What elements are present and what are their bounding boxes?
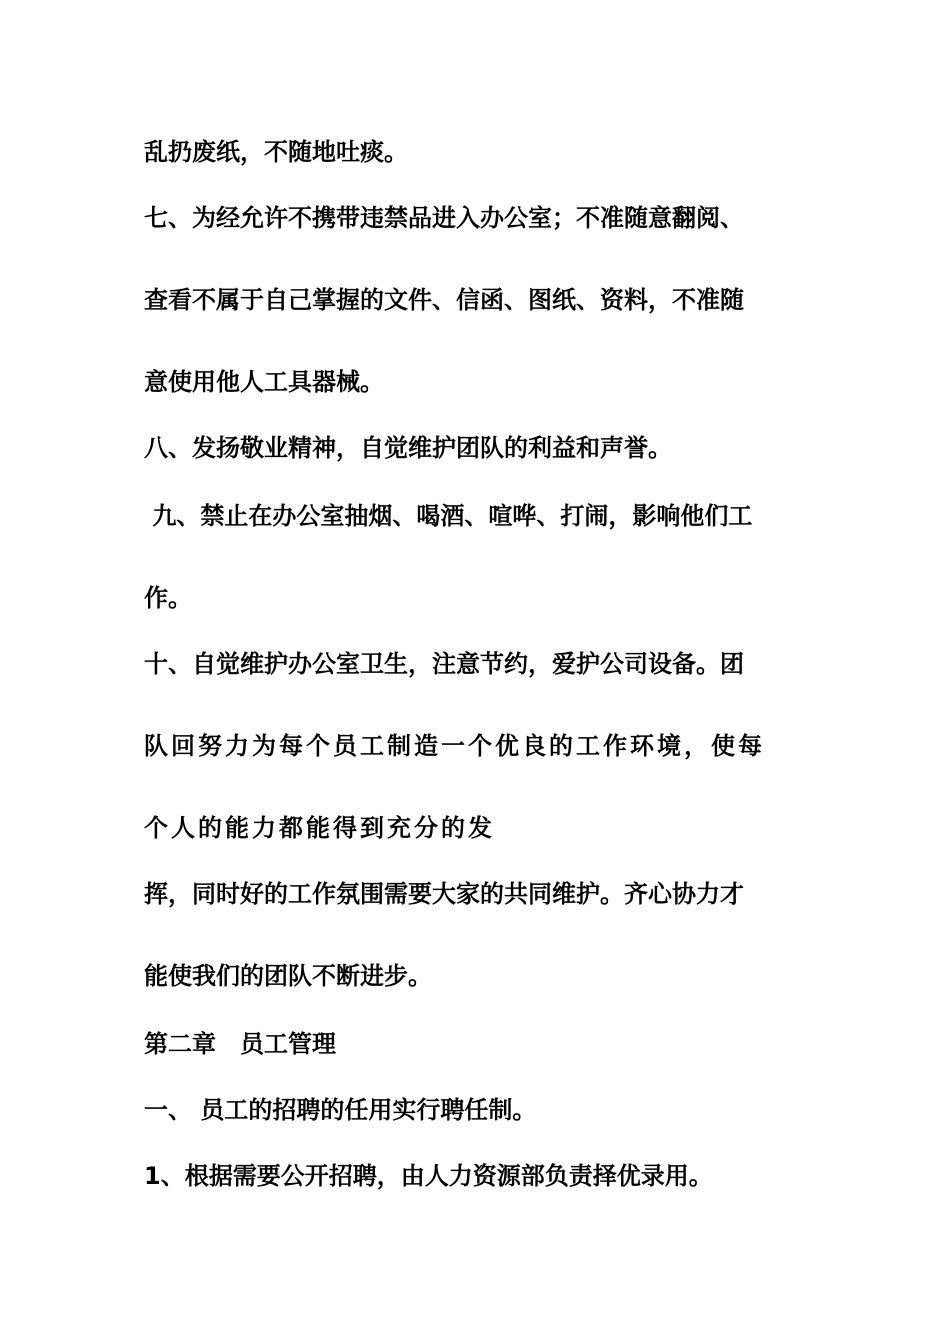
text-line: 八、发扬敬业精神，自觉维护团队的利益和声誉。 xyxy=(144,434,672,462)
text-line: 十、自觉维护办公室卫生，注意节约，爱护公司设备。团 xyxy=(144,650,744,678)
text-line: 作。 xyxy=(144,584,192,612)
text-line: 查看不属于自己掌握的文件、信函、图纸、资料，不准随 xyxy=(144,286,744,314)
text-line: 挥，同时好的工作氛围需要大家的共同维护。齐心协力才 xyxy=(144,880,744,908)
text-line: 1、根据需要公开招聘，由人力资源部负责择优录用。 xyxy=(144,1162,713,1190)
text-line: 九、禁止在办公室抽烟、喝酒、喧哗、打闹，影响他们工 xyxy=(144,502,753,530)
text-line: 乱扔废纸，不随地吐痰。 xyxy=(144,138,408,166)
text-line: 意使用他人工具器械。 xyxy=(144,368,384,396)
section-heading: 一、 员工的招聘的任用实行聘任制。 xyxy=(144,1096,537,1124)
text-line: 队回努力为每个员工制造一个优良的工作环境，使每 xyxy=(144,732,765,760)
chapter-heading: 第二章 员工管理 xyxy=(144,1030,336,1058)
text-line: 能使我们的团队不断进步。 xyxy=(144,962,432,990)
text-line: 个人的能力都能得到充分的发 xyxy=(144,814,495,842)
text-line: 七、为经允许不携带违禁品进入办公室；不准随意翻阅、 xyxy=(144,204,744,232)
